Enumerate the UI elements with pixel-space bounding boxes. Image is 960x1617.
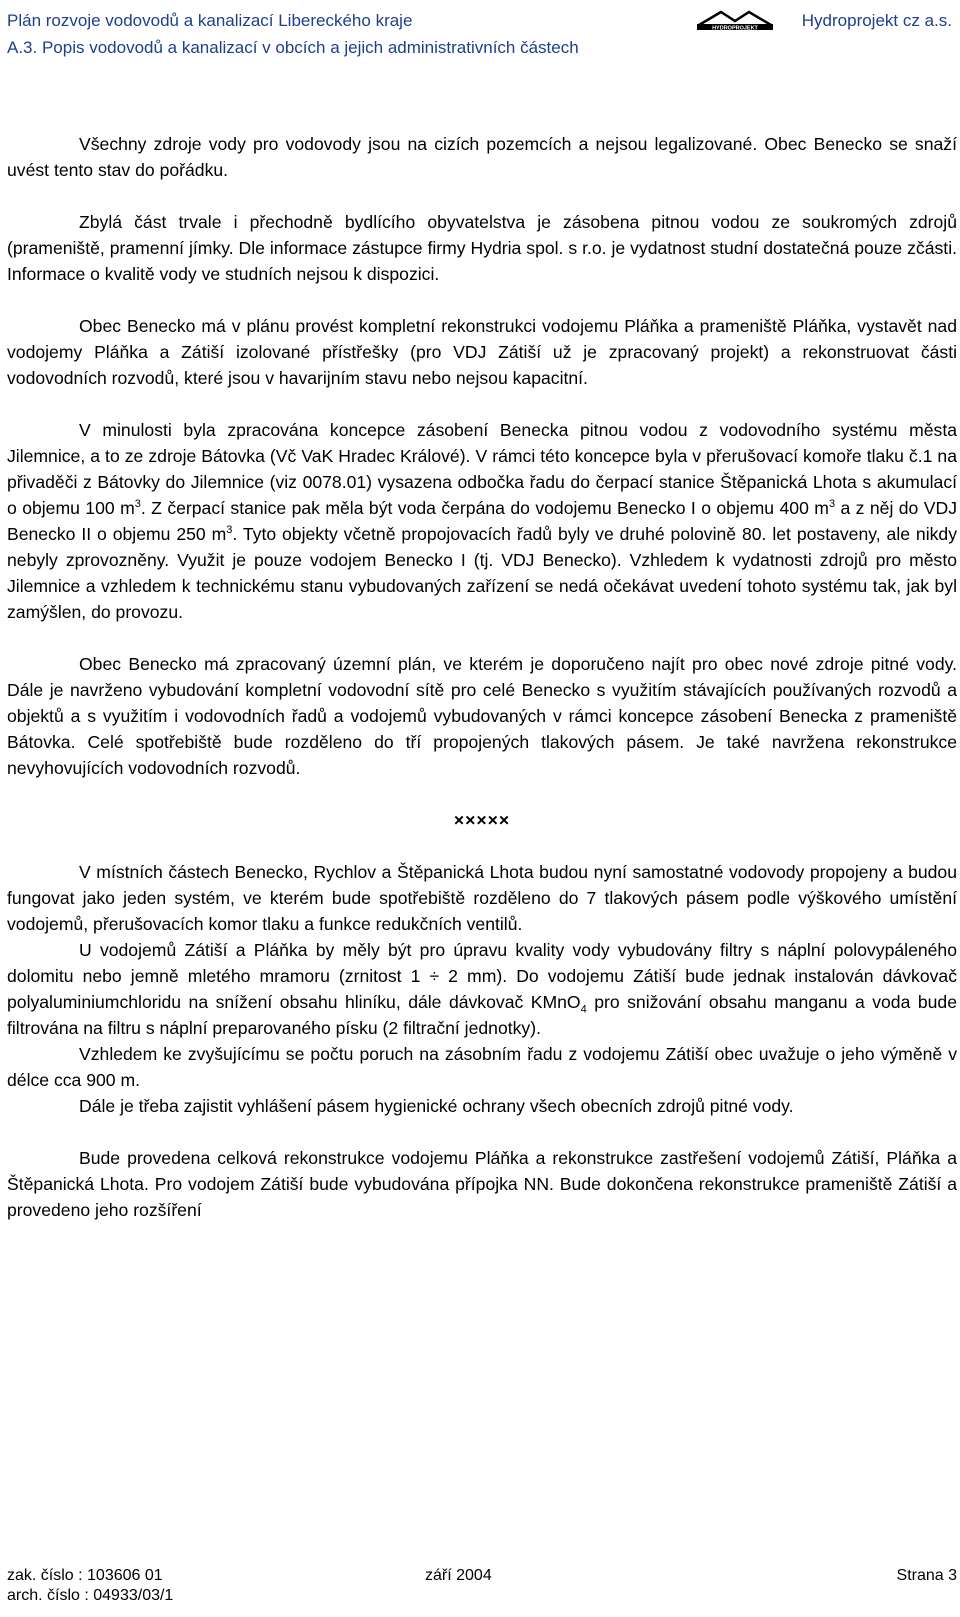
paragraph: V minulosti byla zpracována koncepce zásobení Benecka pitnou vodou z vodovodního systému města Jilemnice, a to ze zdroje Bátovka (Vč VaK Hradec Králové). V rámci této koncepce byla v přerušovací komoře tlaku č.1 na přivaděči z Bátovky do Jilemnice (viz 0078.01) vysazena odbočka řadu do čerpací stanice Štěpanická Lhota s akumulací o objemu 100 $m^3$. Z čerpací stanice pak měla být voda čerpána do vodojemu Benecko I o objemu 400 $m^3$ a z něj do VDJ Benecko II o objemu 250 $m^3$. Tyto objekty včetně propojovacích řadů byly ve druhé polovině 80. let postaveny, ale nikdy nebyly zprovozněny. Využit je pouze vodojem Benecko I (tj. VDJ Benecko). Vzhledem k vydatnosti zdrojů pro město Jilemnice a vzhledem k technickému stanu vybudovaných zařízení se nedá očekávat uvedení tohoto systému tak, jak byl zamýšlen, do provozu. bbox=[7, 420, 957, 622]
paragraph: V místních částech Benecko, Rychlov a Štěpanická Lhota budou nyní samostatné vodovody propojeny a budou fungovat jako jeden systém, ve kterém bude spotřebiště rozděleno do 7 tlakových pásem podle výškového umístění vodojemů, přerušovacích komor tlaku a funkce redukčních ventilů. bbox=[7, 862, 957, 934]
section-title: A.3. Popis vodovodů a kanalizací v obcích a jejich administrativních částech bbox=[7, 38, 579, 57]
paragraph: U vodojemů Zátiší a Pláňka by měly být pro úpravu kvality vody vybudovány filtry s náplní polovypáleného dolomitu nebo jemně mletého mramoru (zrnitost 1 ÷ 2 mm). Do vodojemu Zátiší bude jednak instalován dávkovač polyaluminiumchloridu na snížení obsahu hliníku, dále dávkovač KMnO$_4$ pro snižování obsahu manganu a voda bude filtrována na filtru s náplní preparovaného písku (2 filtrační jednotky). bbox=[7, 940, 957, 1038]
paragraph: Všechny zdroje vody pro vodovody jsou na cizích pozemcích a nejsou legalizované. Obec Benecko se snaží uvést tento stav do pořádku. bbox=[7, 134, 957, 180]
paragraph: Obec Benecko má v plánu provést kompletní rekonstrukci vodojemu Pláňka a prameniště Pláňka, vystavět nad vodojemy Pláňka a Zátiší izolované přístřešky (pro VDJ Zátiší už je zpracovaný projekt) a rekonstruovat části vodovodních rozvodů, které jsou v havarijním stavu nebo nejsou kapacitní. bbox=[7, 316, 957, 388]
footer-date: září 2004 bbox=[425, 1567, 492, 1584]
document-body bbox=[7, 131, 957, 1223]
company-name: Hydroprojekt cz a.s. bbox=[801, 11, 952, 30]
page-header bbox=[7, 9, 952, 33]
paragraph: Zbylá část trvale i přechodně bydlícího obyvatelstva je zásobena pitnou vodou ze soukromých zdrojů (prameniště, pramenní jímky. Dle informace zástupce firmy Hydria spol. s r.o. je vydatnost studní dostatečná pouze zčásti. Informace o kvalitě vody ve studních nejsou k dispozici. bbox=[7, 212, 957, 284]
svg-text:HYDROPROJEKT: HYDROPROJEKT bbox=[712, 25, 758, 31]
page-number: Strana 3 bbox=[896, 1567, 957, 1584]
paragraph: Obec Benecko má zpracovaný územní plán, ve kterém je doporučeno najít pro obec nové zdroje pitné vody. Dále je navrženo vybudování kompletní vodovodní sítě pro celé Benecko s využitím stávajících používaných rozvodů a objektů a s využitím i vodovodních řadů a vodojemů vybudovaných v rámci koncepce zásobení Benecka z prameniště Bátovka. Celé spotřebiště bude rozděleno do tří propojených tlakových pásem. Je také navržena rekonstrukce nevyhovujících vodovodních rozvodů. bbox=[7, 654, 957, 778]
separator: ××××× bbox=[453, 810, 511, 830]
paragraph: Vzhledem ke zvyšujícímu se počtu poruch na zásobním řadu z vodojemu Zátiší obec uvažuje o jeho výměně v délce cca 900 m. bbox=[7, 1044, 957, 1090]
paragraph: Bude provedena celková rekonstrukce vodojemu Pláňka a rekonstrukce zastřešení vodojemů Zátiší, Pláňka a Štěpanická Lhota. Pro vodojem Zátiší bude vybudována přípojka NN. Bude dokončena rekonstrukce prameniště Zátiší a provedeno jeho rozšíření bbox=[7, 1148, 957, 1220]
hydroprojekt-logo bbox=[695, 9, 775, 31]
paragraph: Dále je třeba zajistit vyhlášení pásem hygienické ochrany všech obecních zdrojů pitné vody. bbox=[79, 1096, 794, 1116]
document-title: Plán rozvoje vodovodů a kanalizací Libereckého kraje bbox=[7, 11, 413, 30]
archive-number: arch. číslo : 04933/03/1 bbox=[7, 1587, 174, 1604]
contract-number: zak. číslo : 103606 01 bbox=[7, 1567, 163, 1584]
